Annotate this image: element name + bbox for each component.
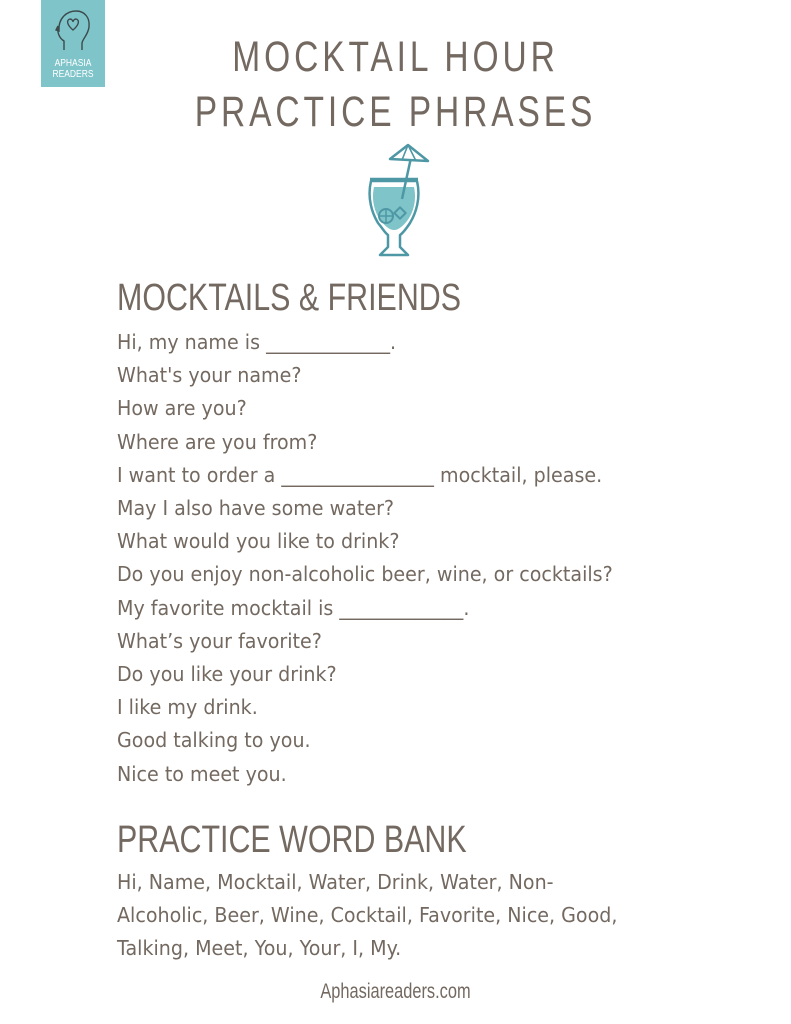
phrase-item: Do you like your drink?	[117, 662, 337, 687]
page-title	[87, 30, 704, 140]
phrase-item: Hi, my name is _____________.	[117, 330, 397, 354]
word-bank-line: Alcoholic, Beer, Wine, Cocktail, Favorite, Nice, Good,	[117, 903, 618, 927]
phrase-item: I want to order a ________________ mocktail, please.	[117, 462, 603, 487]
cocktail-glass-umbrella-icon	[360, 143, 436, 263]
footer-website: Aphasiareaders.com	[320, 980, 471, 1003]
phrases-heading: MOCKTAILS & FRIENDS	[117, 277, 462, 319]
phrase-item: My favorite mocktail is _____________.	[117, 595, 470, 620]
logo-line1: APHASIA	[54, 58, 92, 69]
title-line1: MOCKTAIL HOUR	[232, 33, 559, 81]
phrase-list	[117, 326, 650, 791]
phrase-item: Do you enjoy non-alcoholic beer, wine, or cocktails?	[117, 562, 613, 587]
phrase-item: May I also have some water?	[117, 496, 395, 521]
word-bank-heading: PRACTICE WORD BANK	[117, 819, 467, 861]
phrase-item: Good talking to you.	[117, 728, 311, 753]
word-bank-line: Hi, Name, Mocktail, Water, Drink, Water, Non-	[117, 870, 554, 894]
phrase-item: What’s your favorite?	[117, 628, 322, 653]
phrase-item: How are you?	[117, 396, 247, 421]
word-bank	[117, 866, 697, 965]
phrase-item: What's your name?	[117, 363, 302, 388]
phrase-item: Where are you from?	[117, 429, 318, 454]
logo-line2: READERS	[52, 69, 94, 80]
phrase-item: Nice to meet you.	[117, 761, 287, 786]
word-bank-line: Talking, Meet, You, Your, I, My.	[117, 936, 402, 960]
head-heart-icon	[55, 8, 91, 52]
title-line2: PRACTICE PHRASES	[194, 88, 597, 136]
phrase-item: What would you like to drink?	[117, 529, 400, 554]
phrase-item: I like my drink.	[117, 695, 258, 720]
